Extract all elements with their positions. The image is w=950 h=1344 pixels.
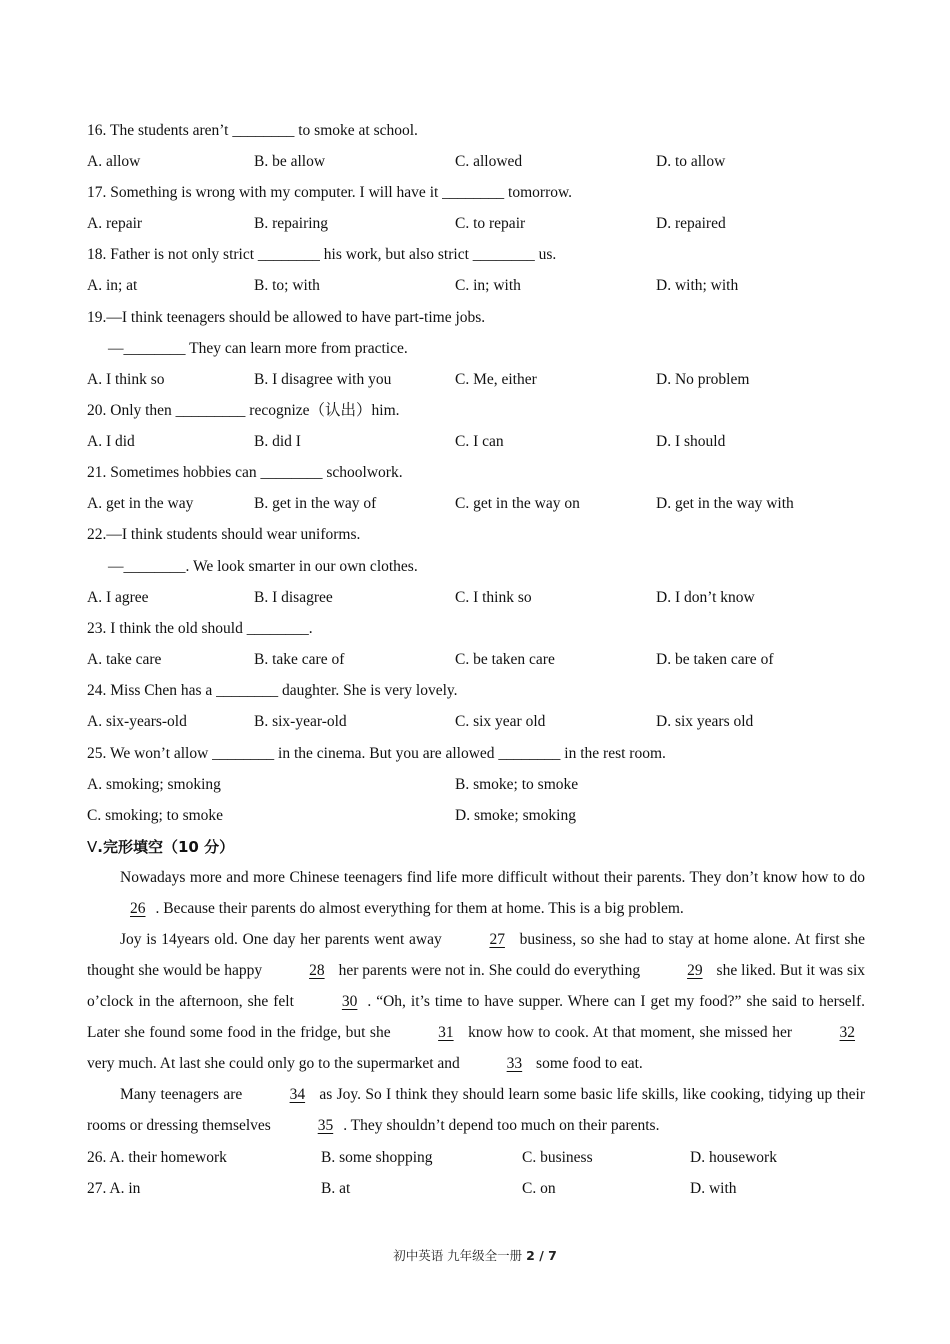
blank-26: 26 — [130, 900, 146, 917]
option-d: D. I should — [656, 433, 726, 450]
footer-text: 初中英语 九年级全一册 — [393, 1248, 527, 1263]
option-d: D. six years old — [656, 713, 754, 730]
passage-paragraph-2: Joy is 14years old. One day her parents went away 27 business, so she had to stay at home alone. At first she thought she would be happy 28 her parents were not in. She could do everything 29 she liked. But it was six o’clock in the afternoon, she felt 30 . “Oh, it’s time to have supper. Where can I get my food?” she said to herself. Later she found some food in the fridge, but she 31 know how to cook. At that moment, she missed her 32 very much. At last she could only go to the supermarket and 33 some food to eat. — [87, 924, 865, 1079]
option-a: 26. A. their homework — [87, 1149, 227, 1166]
blank-27: 27 — [489, 931, 505, 948]
option-a: A. smoking; smoking — [87, 776, 221, 793]
option-c: C. to repair — [455, 215, 526, 232]
option-a: A. get in the way — [87, 495, 194, 512]
cloze-27-options — [87, 1179, 887, 1199]
option-d: D. housework — [690, 1149, 777, 1166]
option-b: B. to; with — [254, 277, 320, 294]
blank-29: 29 — [687, 962, 703, 979]
option-c: C. I think so — [455, 589, 532, 606]
question-22-stem: 22.—I think students should wear uniforms. — [87, 526, 361, 543]
question-16-stem: 16. The students aren’t ________ to smoke at school. — [87, 122, 418, 139]
option-a: A. allow — [87, 153, 141, 170]
option-c: C. in; with — [455, 277, 521, 294]
option-b: B. some shopping — [321, 1149, 433, 1166]
question-19-stem: 19.—I think teenagers should be allowed to have part-time jobs. — [87, 309, 486, 326]
option-a: A. I agree — [87, 589, 149, 606]
section-title: .完形填空 — [97, 838, 163, 856]
page-footer — [0, 1246, 950, 1264]
blank-30: 30 — [341, 993, 358, 1010]
option-a: A. six-years-old — [87, 713, 187, 730]
option-c: C. be taken care — [455, 651, 555, 668]
passage-paragraph-1: Nowadays more and more Chinese teenagers find life more difficult without their parents. They don’t know how to do 26 . Because their parents do almost everything for them at home. This is a big problem. — [87, 862, 865, 924]
option-b: B. be allow — [254, 153, 326, 170]
option-d: D. repaired — [656, 215, 726, 232]
question-25-options-row1 — [87, 775, 887, 795]
option-d: D. with — [690, 1180, 737, 1197]
option-b: B. repairing — [254, 215, 329, 232]
blank-28: 28 — [309, 962, 325, 979]
option-a: A. take care — [87, 651, 162, 668]
question-23-options — [87, 650, 887, 670]
blank-33: 33 — [506, 1055, 523, 1072]
option-c: C. allowed — [455, 153, 523, 170]
question-23-stem: 23. I think the old should ________. — [87, 620, 313, 637]
question-25-stem: 25. We won’t allow ________ in the cinema. But you are allowed ________ in the rest room. — [87, 745, 666, 762]
question-18-options — [87, 276, 887, 296]
question-21-options — [87, 494, 887, 514]
option-a: 27. A. in — [87, 1180, 141, 1197]
option-c: C. business — [522, 1149, 593, 1166]
question-24-stem: 24. Miss Chen has a ________ daughter. She is very lovely. — [87, 682, 458, 699]
cloze-26-options — [87, 1148, 887, 1168]
question-25-options-row2 — [87, 806, 887, 826]
option-c: C. get in the way on — [455, 495, 580, 512]
question-17-options — [87, 214, 887, 234]
option-b: B. take care of — [254, 651, 345, 668]
option-b: B. I disagree with you — [254, 371, 392, 388]
question-20-stem: 20. Only then _________ recognize（认出）him. — [87, 402, 400, 419]
option-c: C. six year old — [455, 713, 546, 730]
question-22-options — [87, 588, 887, 608]
option-a: A. I think so — [87, 371, 165, 388]
option-d: D. to allow — [656, 153, 726, 170]
option-d: D. I don’t know — [656, 589, 755, 606]
option-b: B. at — [321, 1180, 351, 1197]
page-number: 2 / 7 — [526, 1248, 557, 1263]
option-c: C. I can — [455, 433, 504, 450]
option-b: B. get in the way of — [254, 495, 377, 512]
option-b: B. I disagree — [254, 589, 333, 606]
option-d: D. with; with — [656, 277, 739, 294]
option-a: A. repair — [87, 215, 143, 232]
question-18-stem: 18. Father is not only strict ________ his work, but also strict ________ us. — [87, 246, 557, 263]
option-c: C. Me, either — [455, 371, 537, 388]
option-b: B. did I — [254, 433, 301, 450]
blank-34: 34 — [289, 1086, 306, 1103]
option-d: D. get in the way with — [656, 495, 794, 512]
section-score: （10 分） — [162, 838, 235, 856]
question-20-options — [87, 432, 887, 452]
question-17-stem: 17. Something is wrong with my computer. I will have it ________ tomorrow. — [87, 184, 573, 201]
option-b: B. smoke; to smoke — [455, 776, 579, 793]
option-a: A. in; at — [87, 277, 138, 294]
option-b: B. six-year-old — [254, 713, 347, 730]
question-22-dialog: —________. We look smarter in our own clothes. — [108, 558, 418, 575]
section-roman: Ⅴ — [87, 838, 98, 856]
option-d: D. smoke; smoking — [455, 807, 576, 824]
question-19-options — [87, 370, 887, 390]
question-19-dialog: —________ They can learn more from practice. — [108, 340, 408, 357]
section-heading — [87, 837, 234, 857]
blank-35: 35 — [317, 1117, 334, 1134]
question-24-options — [87, 712, 887, 732]
option-a: A. I did — [87, 433, 135, 450]
option-d: D. No problem — [656, 371, 750, 388]
option-c: C. on — [522, 1180, 556, 1197]
blank-32: 32 — [839, 1024, 856, 1041]
passage-paragraph-3: Many teenagers are 34 as Joy. So I think they should learn some basic life skills, like cooking, tidying up their rooms or dressing themselves 35 . They shouldn’t depend too much on their parents. — [87, 1079, 865, 1141]
question-21-stem: 21. Sometimes hobbies can ________ schoolwork. — [87, 464, 403, 481]
question-16-options — [87, 152, 887, 172]
blank-31: 31 — [438, 1024, 454, 1041]
option-c: C. smoking; to smoke — [87, 807, 224, 824]
option-d: D. be taken care of — [656, 651, 774, 668]
